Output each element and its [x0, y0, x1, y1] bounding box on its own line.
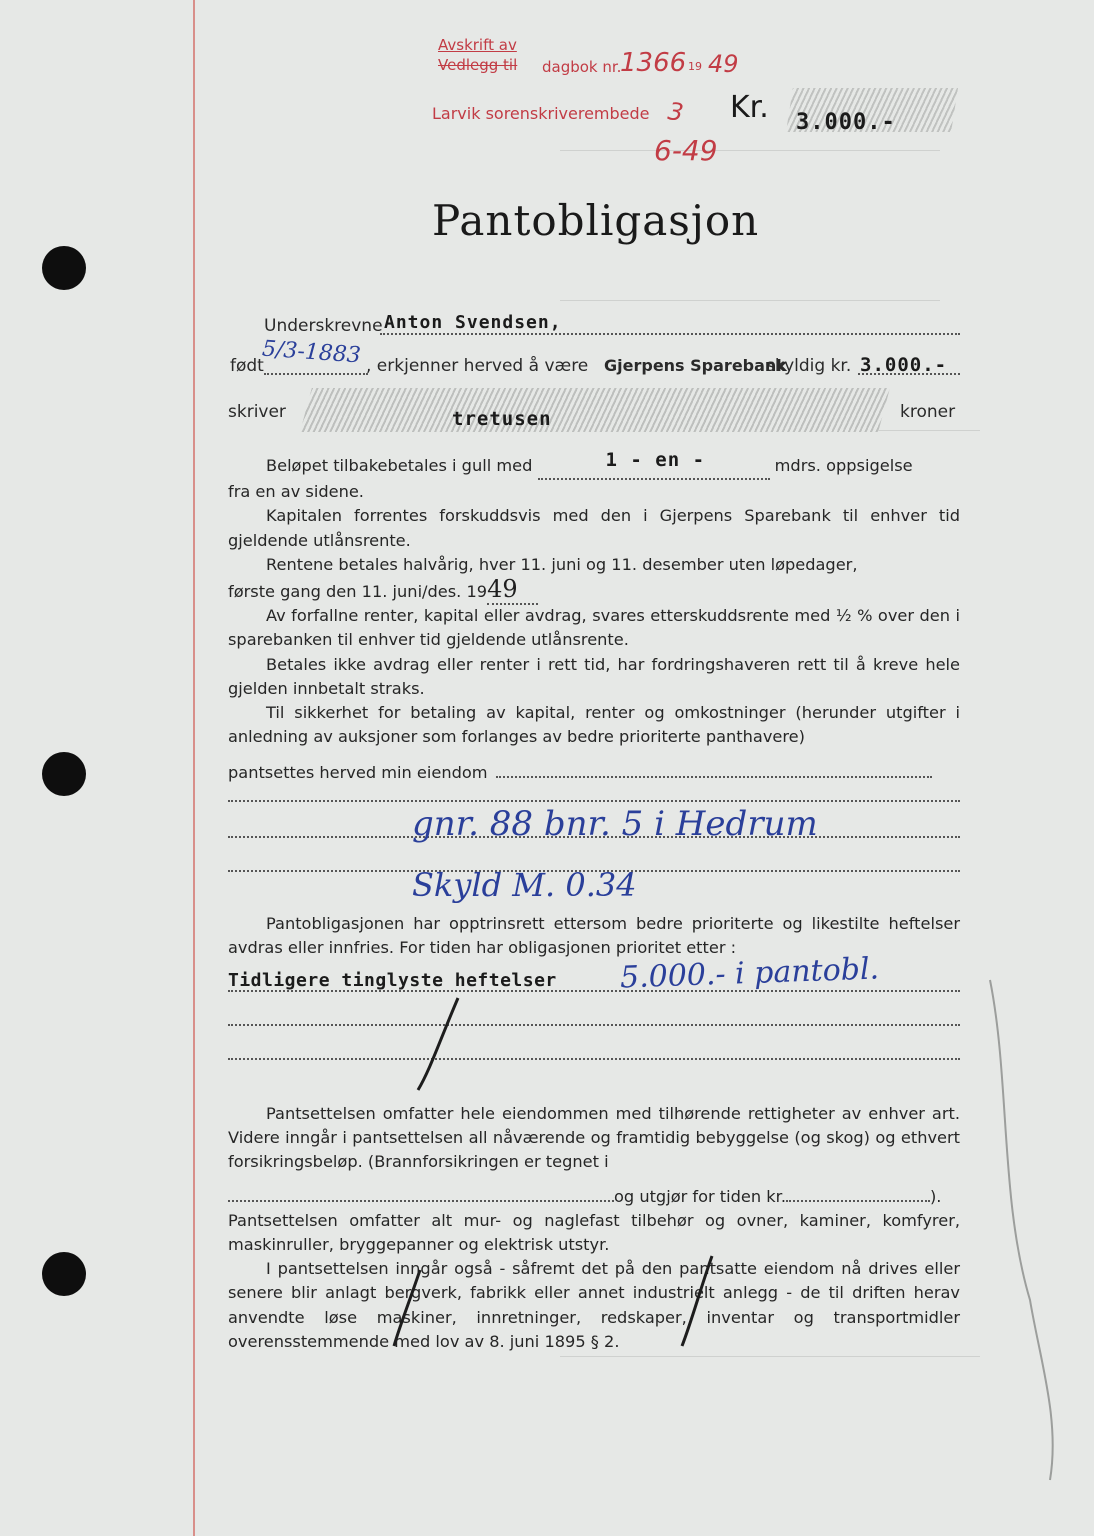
- repay-prefix: Beløpet tilbakebetales i gull med: [266, 456, 533, 475]
- priority-text: Pantobligasjonen har opptrinsrett ettersom bedre prioriterte og likestilte heftelser avdras eller innfries. For tiden har obligasjonen prioritet etter :: [228, 914, 960, 958]
- stamp-year: 49: [708, 50, 739, 78]
- amount-value: 3.000.-: [796, 110, 896, 135]
- insurance-amount-label: og utgjør for tiden kr.: [614, 1186, 786, 1206]
- document-title: Pantobligasjon: [432, 196, 760, 245]
- stamp-office: Larvik sorenskriverembede: [432, 104, 650, 123]
- born-label: født: [230, 356, 264, 376]
- stamp-year-prefix: 19: [688, 60, 702, 73]
- pen-stroke-lower-right: [682, 1256, 712, 1346]
- paragraph-late-interest: Av forfallne renter, kapital eller avdrag, svares etterskuddsrente med ½ % over den i sparebanken til enhver tid gjeldende utlånsrente.: [228, 606, 960, 650]
- bank-name: Gjerpens Sparebank: [604, 356, 787, 375]
- stamp-dagbok-number: 1366: [620, 48, 687, 78]
- stamp-date: 6-49: [654, 134, 718, 167]
- stamp-avskrift: Avskrift av: [438, 36, 517, 54]
- kr-label: Kr.: [730, 90, 769, 125]
- kroner-label: kroner: [900, 402, 956, 422]
- closing-paragraph-2: Pantsettelsen omfatter alt mur- og naglefast tilbehør og ovner, kaminer, komfyrer, maskinruller, bryggepanner og elektrisk utstyr.: [228, 1210, 960, 1255]
- months-value: 1 - en -: [605, 449, 706, 471]
- priority-handwritten: 5.000.- i pantobl.: [619, 951, 880, 996]
- first-payment-text: første gang den 11. juni/des. 19: [228, 582, 488, 602]
- paragraph-payment: Rentene betales halvårig, hver 11. juni og 11. desember uten løpedager,: [266, 554, 858, 574]
- paragraph-default: Betales ikke avdrag eller renter i rett tid, har fordringshaveren rett til å kreve hele gjelden innbetalt straks.: [228, 654, 960, 698]
- insurance-close: ).: [929, 1186, 942, 1206]
- pledge-text: pantsettes herved min eiendom: [228, 763, 488, 783]
- paragraph-security: Til sikkerhet for betaling av kapital, renter og omkostninger (herunder utgifter i anledning av auksjoner som forlanges av bedre prioriterte panthavere): [228, 703, 960, 747]
- born-text2: skyldig kr.: [766, 356, 852, 376]
- priority-typed: Tidligere tinglyste heftelser: [228, 970, 557, 991]
- pen-stroke-upper: [418, 998, 458, 1090]
- undersigned-name: Anton Svendsen,: [384, 312, 562, 333]
- born-text1: , erkjenner herved å være: [366, 356, 589, 376]
- writes-label: skriver: [228, 402, 286, 422]
- debt-amount: 3.000.-: [860, 354, 948, 376]
- stamp-date-day: 3: [666, 97, 686, 127]
- paragraph-interest: Kapitalen forrentes forskuddsvis med den i Gjerpens Sparebank til enhver tid gjeldende utlånsrente.: [228, 506, 960, 550]
- pen-stroke-lower-left: [394, 1270, 420, 1346]
- closing-paragraph-1: Pantsettelsen omfatter hele eiendommen med tilhørende rettigheter av enhver art. Videre inngår i pantsettelsen all nåværende og framtidig bebyggelse (og skog) og ethvert forsikringsbeløp. (Brannforsikringen er tegnet i: [228, 1104, 960, 1172]
- repay-line2: fra en av sidene.: [228, 482, 364, 502]
- property-valuation: Skyld M. 0.34: [412, 866, 637, 904]
- page-crease: [990, 980, 1053, 1480]
- repay-suffix: mdrs. oppsigelse: [774, 456, 913, 475]
- first-payment-year: 49: [487, 575, 538, 605]
- amount-in-words: tretusen: [452, 408, 552, 430]
- born-date: 5/3-1883: [261, 336, 362, 369]
- closing-paragraph-3: I pantsettelsen inngår også - såfremt det på den pantsatte eiendom nå drives eller senere blir anlagt bergverk, fabrikk eller annet industrielt anlegg - de til driften herav anvendte løse maskiner, innretninger, redskaper, inventar og transportmidler overensstemmende med lov av 8. juni 1895 § 2.: [228, 1259, 960, 1351]
- stamp-vedlegg: Vedlegg til: [438, 56, 518, 74]
- stamp-dagbok-label: dagbok nr.: [542, 58, 622, 76]
- undersigned-label: Underskrevne: [264, 316, 383, 336]
- property-description: gnr. 88 bnr. 5 i Hedrum: [412, 804, 818, 844]
